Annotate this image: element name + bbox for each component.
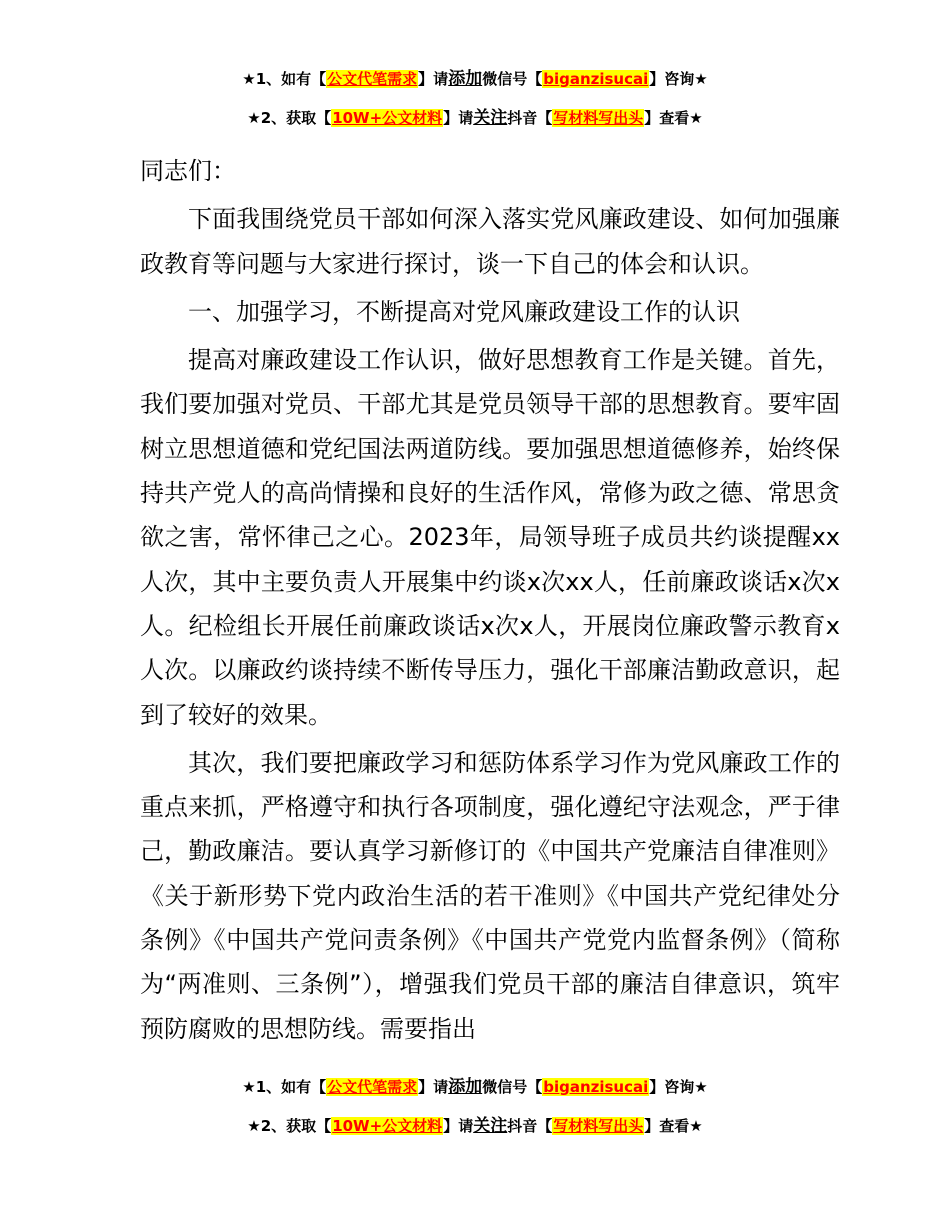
bottom-banner-line-1	[0, 1077, 950, 1097]
banner-highlight-service: 公文代笔需求	[327, 70, 418, 88]
banner-emphasis: 关注	[473, 1116, 508, 1136]
paragraph-second: 其次，我们要把廉政学习和惩防体系学习作为党风廉政工作的重点来抓，严格遵守和执行各项制度，强化遵纪守法观念，严于律己，勤政廉洁。要认真学习新修订的《中国共产党廉洁自律准则》《关于新形势下党内政治生活的若干准则》《中国共产党纪律处分条例》《中国共产党问责条例》《中国共产党党内监督条例》（简称为“两准则、三条例”），增强我们党员干部的廉洁自律意识，筑牢预防腐败的思想防线。需要指出	[140, 748, 840, 1043]
banner-prefix: ★2、获取【	[247, 109, 332, 127]
banner-text: 微信号【	[482, 1078, 543, 1096]
banner-highlight-wechat-id: biganzisucai	[543, 70, 649, 88]
salutation: 同志们：	[140, 157, 236, 185]
banner-highlight-wechat-id: biganzisucai	[543, 1078, 649, 1096]
paragraph-intro: 下面我围绕党员干部如何深入落实党风廉政建设、如何加强廉政教育等问题与大家进行探讨，谈一下自己的体会和认识。	[140, 205, 840, 278]
banner-text: 微信号【	[482, 70, 543, 88]
banner-text: 】请	[418, 1078, 449, 1096]
paragraph-first: 提高对廉政建设工作认识，做好思想教育工作是关键。首先，我们要加强对党员、干部尤其是党员领导干部的思想教育。要牢固树立思想道德和党纪国法两道防线。要加强思想道德修养，始终保持共产党人的高尚情操和良好的生活作风，常修为政之德、常思贪欲之害，常怀律己之心。2023年，局领导班子成员共约谈提醒xx人次，其中主要负责人开展集中约谈x次xx人，任前廉政谈话x次x人。纪检组长开展任前廉政谈话x次x人，开展岗位廉政警示教育x人次。以廉政约谈持续不断传导压力，强化干部廉洁勤政意识，起到了较好的效果。	[140, 346, 840, 729]
banner-suffix: 】咨询★	[649, 70, 708, 88]
banner-suffix: 】咨询★	[649, 1078, 708, 1096]
banner-highlight-materials: 10W+公文材料	[332, 1117, 443, 1135]
banner-text: 】请	[418, 70, 449, 88]
banner-suffix: 】查看★	[644, 1117, 703, 1135]
banner-highlight-service: 公文代笔需求	[327, 1078, 418, 1096]
banner-prefix: ★1、如有【	[242, 1078, 327, 1096]
banner-prefix: ★2、获取【	[247, 1117, 332, 1135]
document-body	[140, 149, 840, 1051]
banner-text: 抖音【	[507, 109, 553, 127]
banner-highlight-douyin: 写材料写出头	[553, 109, 644, 127]
bottom-banner-line-2	[0, 1116, 950, 1136]
banner-text: 】请	[443, 1117, 474, 1135]
top-banner-line-1	[0, 69, 950, 89]
banner-highlight-douyin: 写材料写出头	[553, 1117, 644, 1135]
banner-emphasis: 关注	[473, 108, 508, 128]
banner-prefix: ★1、如有【	[242, 70, 327, 88]
banner-emphasis: 添加	[448, 1077, 483, 1097]
banner-suffix: 】查看★	[644, 109, 703, 127]
banner-emphasis: 添加	[448, 69, 483, 89]
section-heading: 一、加强学习，不断提高对党风廉政建设工作的认识	[188, 297, 740, 326]
banner-highlight-materials: 10W+公文材料	[332, 109, 443, 127]
banner-text: 抖音【	[507, 1117, 553, 1135]
top-banner-line-2	[0, 108, 950, 128]
banner-text: 】请	[443, 109, 474, 127]
